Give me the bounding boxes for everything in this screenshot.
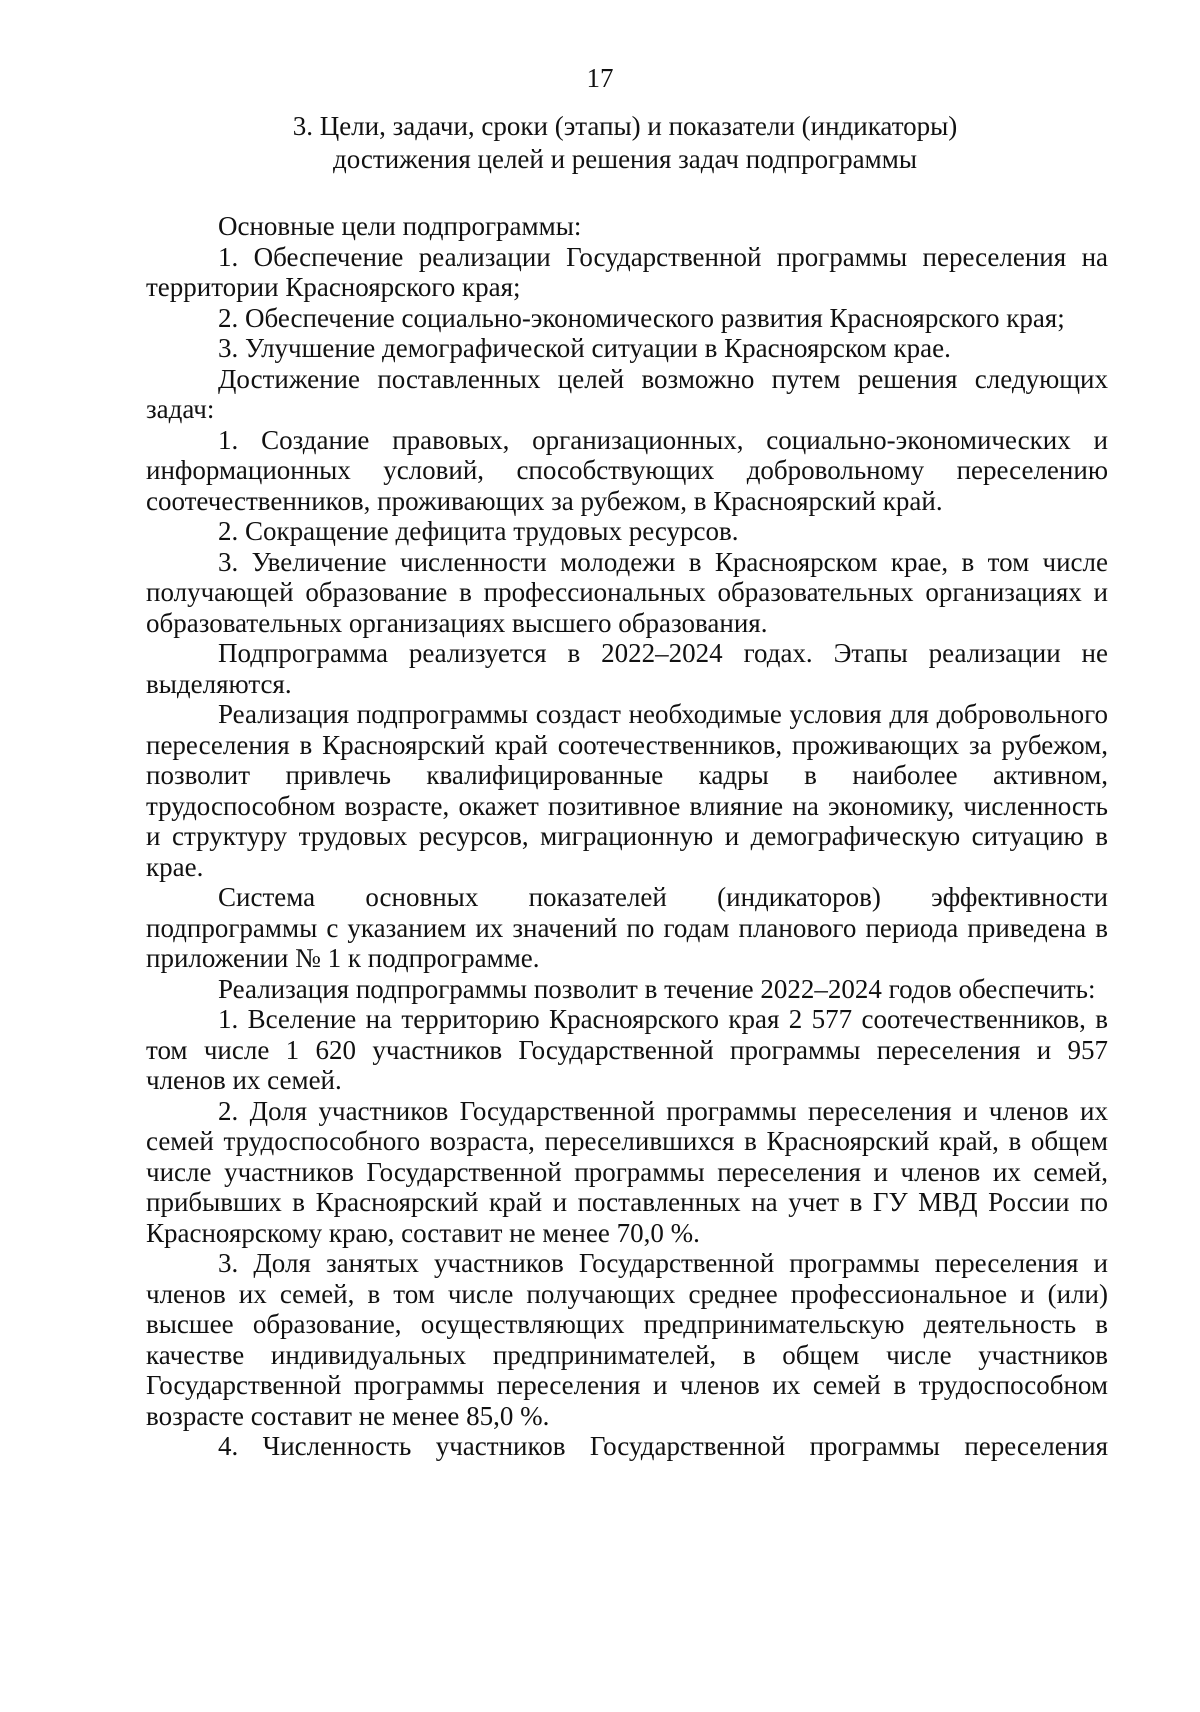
section-heading-line-2: достижения целей и решения задач подпрограммы: [333, 144, 917, 174]
paragraph: 1. Обеспечение реализации Государственной программы переселения на территории Красноярского края;: [146, 241, 1108, 302]
section-heading-line-1: 3. Цели, задачи, сроки (этапы) и показатели (индикаторы): [292, 111, 958, 141]
paragraph: Достижение поставленных целей возможно путем решения следующих задач:: [146, 363, 1108, 424]
page-number: 17: [586, 63, 614, 93]
paragraph: Реализация подпрограммы создаст необходимые условия для добровольного переселения в Красноярский край соотечественников, проживающих за рубежом, позволит привлечь квалифицированные кадры в наиболее активном, трудоспособном возрасте, окажет позитивное влияние на экономику, численность и структуру трудовых ресурсов, миграционную и демографическую ситуацию в крае.: [146, 699, 1108, 882]
paragraph: 2. Доля участников Государственной программы переселения и членов их семей трудоспособного возраста, переселившихся в Красноярский край, в общем числе участников Государственной программы переселения и членов их семей, прибывших в Красноярский край и поставленных на учет в ГУ МВД России по Красноярскому краю, составит не менее 70,0 %.: [146, 1095, 1108, 1248]
paragraph: 3. Улучшение демографической ситуации в Красноярском крае.: [218, 333, 951, 363]
section-heading: [150, 110, 1100, 176]
paragraph: 2. Сокращение дефицита трудовых ресурсов.: [218, 516, 739, 546]
paragraph: Основные цели подпрограммы:: [218, 211, 582, 241]
paragraph: 3. Увеличение численности молодежи в Красноярском крае, в том числе получающей образование в профессиональных образовательных организациях и образовательных организациях высшего образования.: [146, 546, 1108, 638]
paragraph: Система основных показателей (индикаторов) эффективности подпрограммы с указанием их значений по годам планового периода приведена в приложении № 1 к подпрограмме.: [146, 882, 1108, 973]
paragraph: 3. Доля занятых участников Государственной программы переселения и членов их семей, в том числе получающих среднее профессиональное и (или) высшее образование, осуществляющих предпринимательскую деятельность в качестве индивидуальных предпринимателей, в общем числе участников Государственной программы переселения и членов их семей в трудоспособном возрасте составит не менее 85,0 %.: [146, 1248, 1108, 1431]
paragraph: Подпрограмма реализуется в 2022–2024 годах. Этапы реализации не выделяются.: [146, 638, 1108, 699]
paragraph: 1. Вселение на территорию Красноярского края 2 577 соотечественников, в том числе 1 620 участников Государственной программы переселения и 957 членов их семей.: [146, 1004, 1108, 1095]
paragraph: Реализация подпрограммы позволит в течение 2022–2024 годов обеспечить:: [218, 973, 1096, 1004]
paragraph: 1. Создание правовых, организационных, социально-экономических и информационных условий, способствующих добровольному переселению соотечественников, проживающих за рубежом, в Красноярский край.: [146, 424, 1108, 516]
body-text: [146, 211, 1108, 1462]
paragraph: 2. Обеспечение социально-экономического развития Красноярского края;: [218, 302, 1065, 333]
paragraph: 4. Численность участников Государственной программы переселения: [218, 1431, 1108, 1461]
